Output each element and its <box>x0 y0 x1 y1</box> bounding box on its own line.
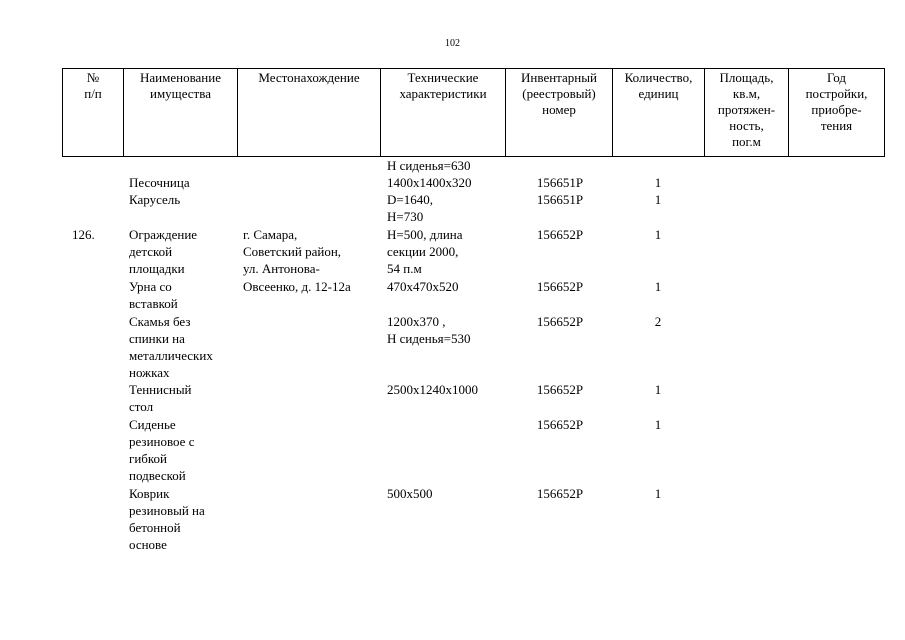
header-text-line: ность, <box>729 118 764 133</box>
cell-tech: Н сиденья=630 <box>387 158 471 173</box>
cell-quantity: 1 <box>654 175 662 190</box>
cell-tech: H сиденья=530 <box>387 331 471 346</box>
cell-tech: H=500, длина <box>387 227 463 242</box>
header-year <box>789 70 884 134</box>
header-quantity <box>613 70 704 102</box>
page-number: 102 <box>445 38 460 49</box>
cell-name: гибкой <box>129 451 168 466</box>
col-divider <box>884 68 885 157</box>
cell-tech: H=730 <box>387 209 424 224</box>
header-area <box>705 70 788 150</box>
cell-name: ножках <box>129 365 170 380</box>
cell-tech: 1400x1400x320 <box>387 175 472 190</box>
cell-name: металлических <box>129 348 213 363</box>
cell-inventory: 156652Р <box>536 486 584 501</box>
header-text-line: приобре- <box>811 102 862 117</box>
header-text-line: тения <box>820 118 853 133</box>
cell-name: Скамья без <box>129 314 191 329</box>
cell-quantity: 1 <box>654 192 662 207</box>
header-text-line: Площадь, <box>719 70 774 85</box>
cell-name: резиновое с <box>129 434 195 449</box>
cell-location: ул. Антонова- <box>243 261 320 276</box>
header-text-line: Инвентарный <box>521 70 597 85</box>
table-header <box>62 68 885 157</box>
cell-tech: 1200x370 , <box>387 314 446 329</box>
cell-tech: секции 2000, <box>387 244 459 259</box>
cell-quantity: 2 <box>654 314 662 329</box>
header-top-border <box>62 68 885 69</box>
cell-name: Карусель <box>129 192 181 207</box>
header-name <box>124 70 237 102</box>
cell-tech: 470x470x520 <box>387 279 459 294</box>
cell-inventory: 156652Р <box>536 314 584 329</box>
cell-name: бетонной <box>129 520 181 535</box>
header-text-line: Наименование <box>140 70 221 85</box>
header-text-line: характеристики <box>399 86 487 101</box>
header-num <box>63 70 123 102</box>
header-location <box>238 70 380 86</box>
header-text-line: кв.м, <box>732 86 761 101</box>
cell-name: стол <box>129 399 154 414</box>
cell-location: г. Самара, <box>243 227 298 242</box>
cell-inventory: 156652Р <box>536 227 584 242</box>
header-text-line: постройки, <box>805 86 868 101</box>
header-text-line: Местонахождение <box>258 70 360 85</box>
header-tech <box>381 70 505 102</box>
header-text-line: протяжен- <box>717 102 776 117</box>
cell-tech: 2500x1240x1000 <box>387 382 478 397</box>
header-bottom-border <box>62 156 885 157</box>
cell-inventory: 156651Р <box>536 192 584 207</box>
cell-inventory: 156652Р <box>536 417 584 432</box>
cell-name: Теннисный <box>129 382 192 397</box>
header-text-line: Количество, <box>624 70 693 85</box>
header-text-line: п/п <box>84 86 102 101</box>
cell-location: Советский район, <box>243 244 342 259</box>
cell-name: площадки <box>129 261 185 276</box>
cell-name: Ограждение <box>129 227 198 242</box>
header-text-line: имущества <box>150 86 211 101</box>
cell-inventory: 156652Р <box>536 382 584 397</box>
header-text-line: пог.м <box>732 134 761 149</box>
cell-inventory: 156651Р <box>536 175 584 190</box>
cell-tech: 500x500 <box>387 486 433 501</box>
cell-name: Урна со <box>129 279 172 294</box>
cell-name: вставкой <box>129 296 178 311</box>
cell-name: Коврик <box>129 486 170 501</box>
cell-name: подвеской <box>129 468 186 483</box>
cell-location: Овсеенко, д. 12-12а <box>243 279 351 294</box>
cell-num: 126. <box>72 227 95 242</box>
cell-quantity: 1 <box>654 227 662 242</box>
header-text-line: № <box>86 70 100 85</box>
header-text-line: единиц <box>638 86 679 101</box>
cell-quantity: 1 <box>654 417 662 432</box>
cell-quantity: 1 <box>654 486 662 501</box>
cell-quantity: 1 <box>654 382 662 397</box>
cell-tech: 54 п.м <box>387 261 422 276</box>
cell-name: Сиденье <box>129 417 176 432</box>
header-text-line: номер <box>542 102 576 117</box>
cell-quantity: 1 <box>654 279 662 294</box>
header-text-line: Технические <box>407 70 479 85</box>
cell-inventory: 156652Р <box>536 279 584 294</box>
cell-name: основе <box>129 537 167 552</box>
cell-name: резиновый на <box>129 503 205 518</box>
cell-name: детской <box>129 244 173 259</box>
header-text-line: (реестровый) <box>522 86 596 101</box>
cell-name: Песочница <box>129 175 190 190</box>
header-inventory <box>506 70 612 118</box>
cell-name: спинки на <box>129 331 185 346</box>
cell-tech: D=1640, <box>387 192 433 207</box>
header-text-line: Год <box>826 70 847 85</box>
